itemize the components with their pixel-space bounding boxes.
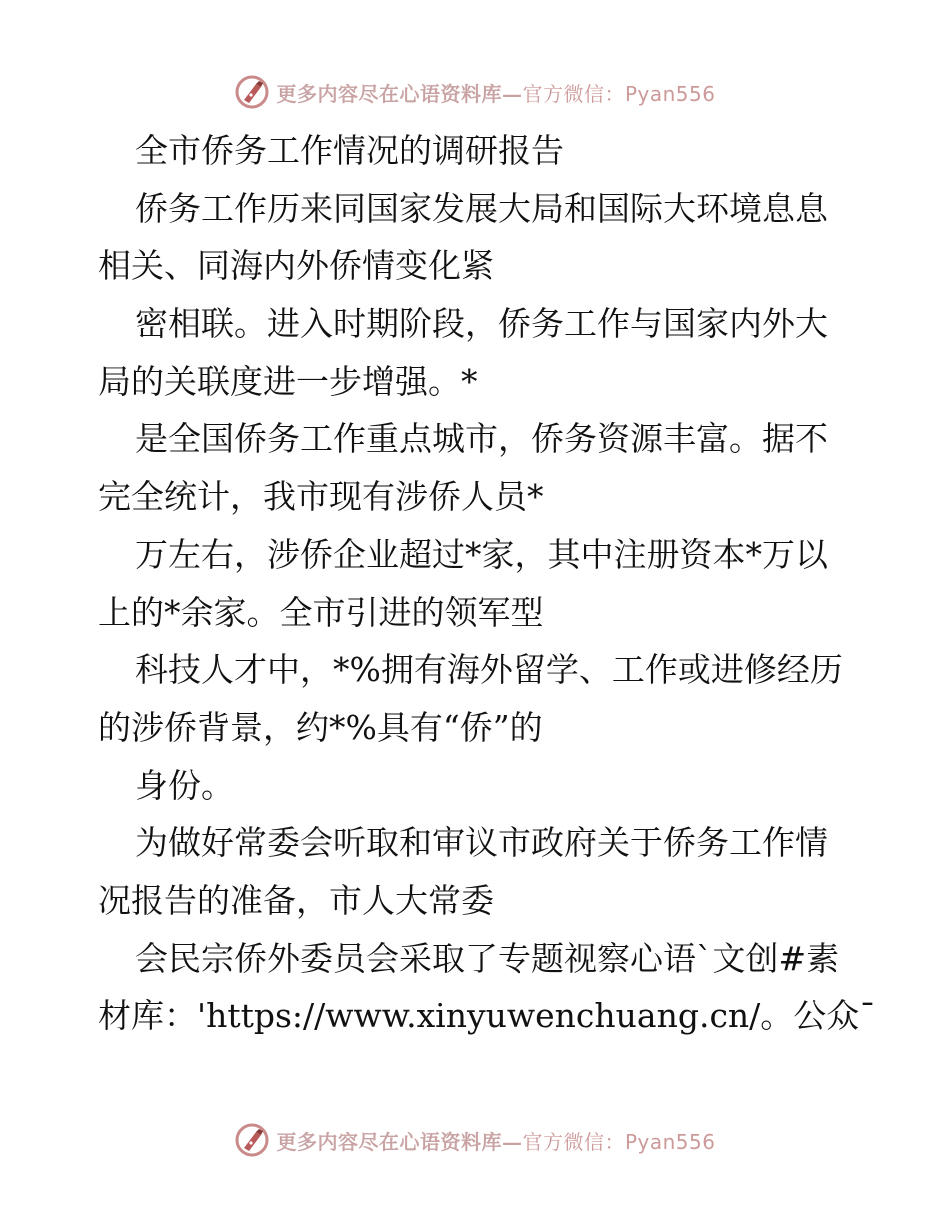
paragraph-line: 是全国侨务工作重点城市，侨务资源丰富。据不 — [135, 419, 828, 459]
watermark-wechat: 官方微信：Pyan556 — [522, 81, 716, 106]
watermark-banner-bottom — [0, 1120, 950, 1160]
paragraph-line: 侨务工作历来同国家发展大局和国际大环境息息 — [135, 188, 828, 228]
paragraph-line: 万左右，涉侨企业超过*家，其中注册资本*万以 — [135, 534, 828, 574]
watermark-text — [276, 78, 715, 107]
watermark-wechat: 官方微信：Pyan556 — [522, 1129, 716, 1154]
pen-nib-circle-logo-icon — [234, 1122, 270, 1158]
paragraph-line: 完全统计，我市现有涉侨人员* — [98, 477, 544, 517]
watermark-text — [276, 1126, 715, 1155]
paragraph-line: 局的关联度进一步增强。* — [98, 361, 478, 401]
paragraph-line: 材库：'https://www.xinyuwenchuang.cn/。公众¯ — [98, 996, 876, 1036]
paragraph-line: 况报告的准备，市人大常委 — [98, 880, 494, 920]
paragraph-line: 身份。 — [135, 765, 234, 805]
watermark-main-text: 更多内容尽在心语资料库 — [276, 1129, 502, 1154]
watermark-main-text: 更多内容尽在心语资料库 — [276, 81, 502, 106]
watermark-banner-top — [0, 72, 950, 112]
paragraph-line: 会民宗侨外委员会采取了专题视察心语`文创#素 — [135, 938, 840, 978]
watermark-separator: — — [501, 1129, 523, 1154]
paragraph-line: 为做好常委会听取和审议市政府关于侨务工作情 — [135, 823, 828, 863]
document-body — [98, 122, 876, 1045]
paragraph-line: 密相联。进入时期阶段，侨务工作与国家内外大 — [135, 304, 828, 344]
paragraph-line: 科技人才中，*%拥有海外留学、工作或进修经历 — [135, 650, 843, 690]
pen-nib-circle-logo-icon — [234, 74, 270, 110]
paragraph-line: 上的*余家。全市引进的领军型 — [98, 592, 544, 632]
watermark-separator: — — [501, 81, 523, 106]
paragraph-line: 相关、同海内外侨情变化紧 — [98, 246, 494, 286]
document-title: 全市侨务工作情况的调研报告 — [135, 131, 564, 170]
paragraph-line: 的涉侨背景，约*%具有“侨”的 — [98, 707, 543, 747]
